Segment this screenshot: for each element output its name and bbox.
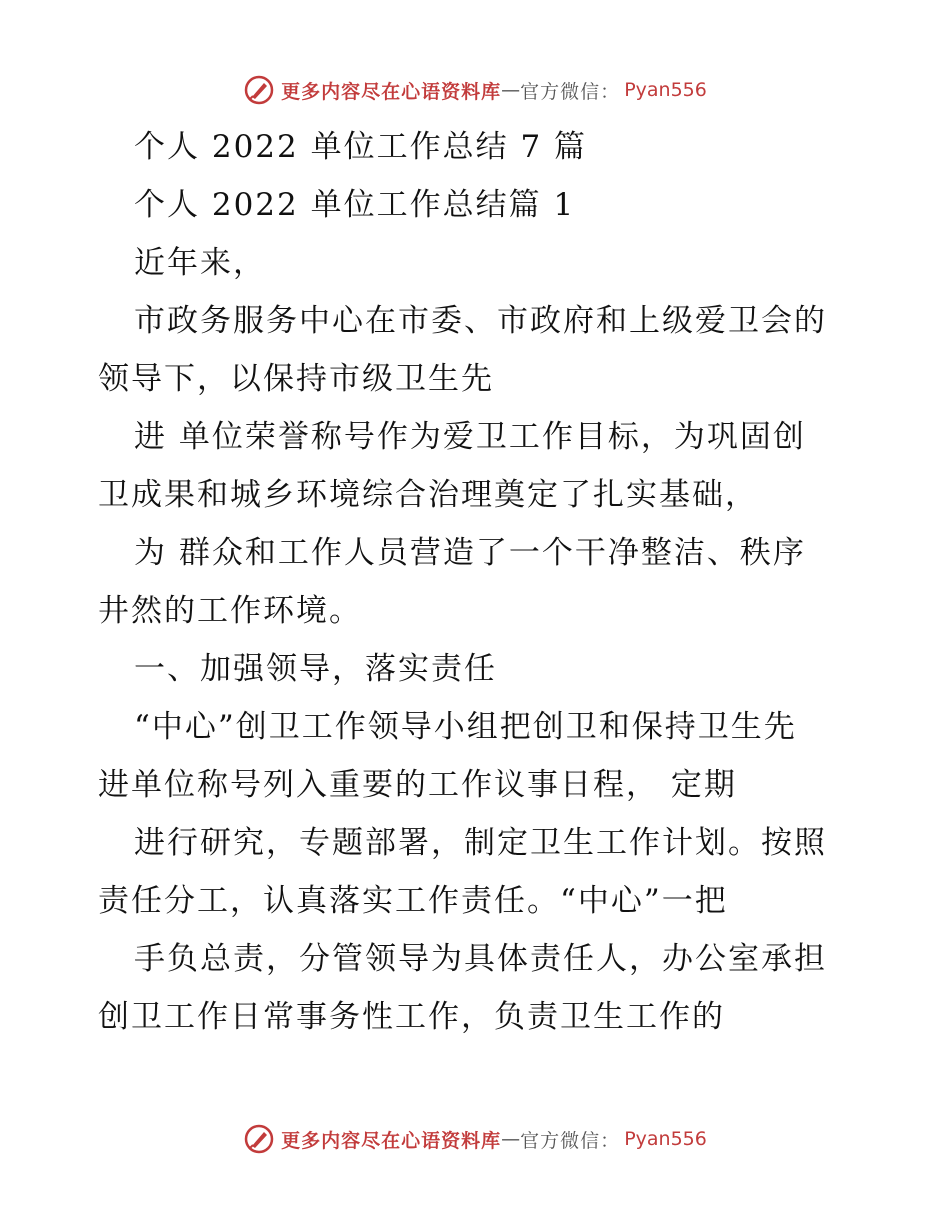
document-line: 井然的工作环境。 [98,593,362,629]
document-line: 个人 2022 单位工作总结篇 1 [134,187,576,223]
watermark-label: 官方微信： [520,1129,621,1152]
document-line: 进单位称号列入重要的工作议事日程， 定期 [98,767,737,803]
watermark-id: Pyan556 [624,79,707,101]
document-line: 责任分工，认真落实工作责任。“中心”一把 [98,883,728,919]
document-line: 领导下，以保持市级卫生先 [98,361,494,397]
watermark-separator: — [501,1128,521,1150]
document-line: 市政务服务中心在市委、市政府和上级爱卫会的 [134,303,827,339]
watermark-brand: 更多内容尽在心语资料库 [281,80,502,103]
document-line: 创卫工作日常事务性工作，负责卫生工作的 [98,999,725,1035]
quill-pen-circle-icon [243,1123,275,1155]
watermark-label: 官方微信： [520,80,621,103]
watermark-id: Pyan556 [624,1128,707,1150]
watermark-brand: 更多内容尽在心语资料库 [281,1129,502,1152]
document-line: 为 群众和工作人员营造了一个干净整洁、秩序 [134,535,806,571]
document-line: 一、加强领导，落实责任 [134,651,497,687]
document-line: “中心”创卫工作领导小组把创卫和保持卫生先 [134,709,797,745]
document-line: 近年来， [134,245,266,281]
document-line: 个人 2022 单位工作总结 7 篇 [134,129,588,165]
quill-pen-circle-icon [243,74,275,106]
document-line: 进 单位荣誉称号作为爱卫工作目标，为巩固创 [134,419,806,455]
footer-watermark [0,1121,950,1157]
document-body [98,118,858,1046]
document-line: 手负总责，分管领导为具体责任人，办公室承担 [134,941,827,977]
watermark-separator: — [501,79,521,101]
document-line: 进行研究，专题部署，制定卫生工作计划。按照 [134,825,827,861]
header-watermark [0,72,950,108]
document-line: 卫成果和城乡环境综合治理奠定了扎实基础， [98,477,758,513]
